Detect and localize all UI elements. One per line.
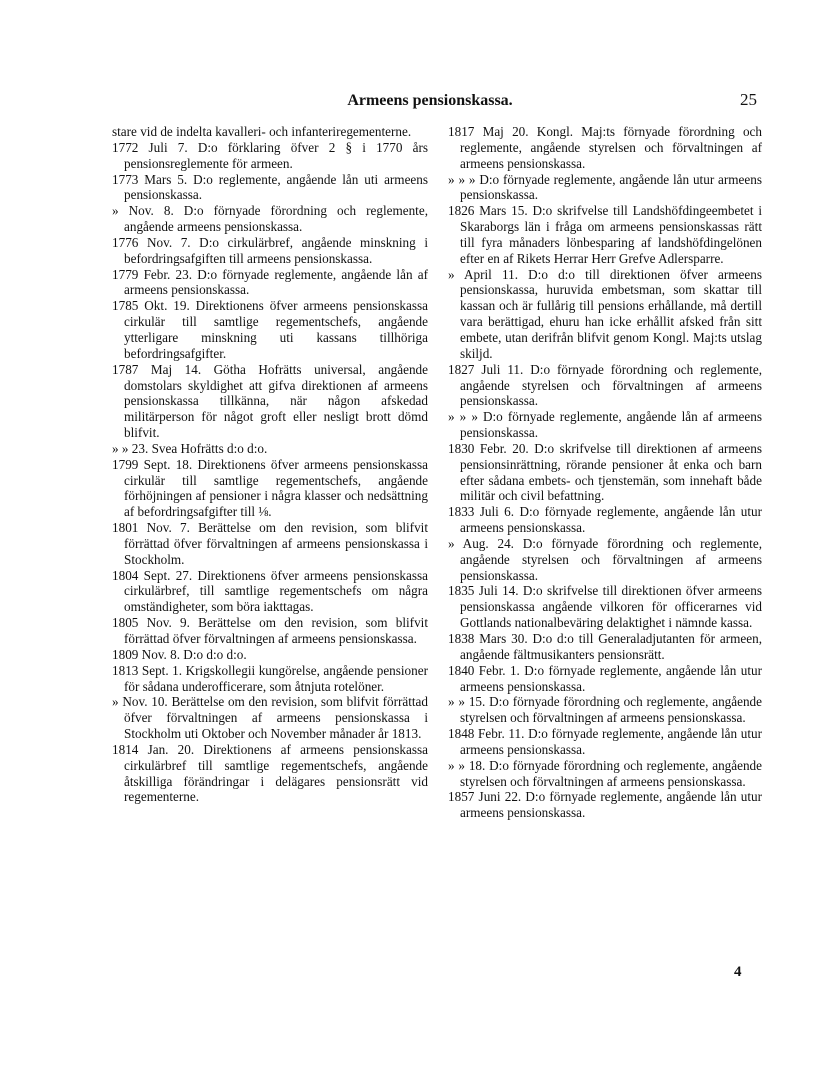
list-item: 1848 Febr. 11. D:o förnyade reglemente, angående lån utur armeens pensionskassa.: [448, 726, 762, 757]
list-item: 1826 Mars 15. D:o skrifvelse till Landshöfdingeembetet i Skaraborgs län i fråga om armeens pensionskassas rätt till fyra månaders lönbesparing af landshöfdingelönen efter en af Rikets Herrar Herr Grefve Adlersparre.: [448, 203, 762, 266]
list-item: » » 23. Svea Hofrätts d:o d:o.: [112, 440, 268, 456]
list-item: » Nov. 10. Berättelse om den revision, som blifvit förrättad öfver förvaltningen af armeens pensionskassa i Stockholm uti Oktober och November månader år 1813.: [112, 694, 428, 742]
page-number: 25: [740, 90, 757, 109]
list-item: » » » D:o förnyade reglemente, angående lån af armeens pensionskassa.: [448, 409, 762, 441]
list-item: » » 15. D:o förnyade förordning och reglemente, angående styrelsen och förvaltningen af armeens pensionskassa.: [448, 694, 762, 726]
list-item: 1813 Sept. 1. Krigskollegii kungörelse, angående pensioner för sådana underofficerare, som åtnjuta rotelöner.: [112, 662, 428, 694]
list-item: 1809 Nov. 8. D:o d:o d:o.: [112, 646, 247, 662]
list-item: 1776 Nov. 7. D:o cirkulärbref, angående minskning i befordringsafgiften till armeens pensionskassa.: [112, 234, 428, 266]
list-item: 1787 Maj 14. Götha Hofrätts universal, angående domstolars skyldighet att gifva direktionen af armeens pensionskassa tillkänna, när någon afskedad militärperson för något groft eller nesligt brott dömd blifvit.: [112, 361, 428, 441]
printer-signature-mark: 4: [734, 964, 742, 980]
list-item: » » » D:o förnyade reglemente, angående lån utur armeens pensionskassa.: [448, 171, 762, 203]
list-item: 1772 Juli 7. D:o förklaring öfver 2 § i 1770 års pensionsreglemente för armeen.: [112, 139, 428, 171]
list-item: 1835 Juli 14. D:o skrifvelse till direktionen öfver armeens pensionskassa angående vilkoren för officerarnes vid Gottlands nationalbeväring delaktighet i nämnde kassa.: [448, 583, 762, 631]
list-item: 1833 Juli 6. D:o förnyade reglemente, angående lån utur armeens pensionskassa.: [448, 504, 762, 536]
list-item: » » 18. D:o förnyade förordning och reglemente, angående styrelsen och förvaltningen af armeens pensionskassa.: [448, 757, 762, 789]
running-header-title: Armeens pensionskassa.: [347, 92, 513, 109]
list-item: 1840 Febr. 1. D:o förnyade reglemente, angående lån utur armeens pensionskassa.: [448, 662, 762, 694]
list-item: 1838 Mars 30. D:o d:o till Generaladjutanten för armeen, angående fältmusikanters pensionsrätt.: [448, 631, 762, 662]
list-item: 1779 Febr. 23. D:o förnyade reglemente, angående lån af armeens pensionskassa.: [112, 266, 428, 298]
list-item: 1817 Maj 20. Kongl. Maj:ts förnyade förordning och reglemente, angående styrelsen och förvaltningen af armeens pensionskassa.: [448, 124, 762, 171]
list-item: 1805 Nov. 9. Berättelse om den revision, som blifvit förrättad öfver förvaltningen af armeens pensionskassa.: [112, 615, 428, 646]
right-column: [448, 124, 762, 821]
list-item: 1857 Juni 22. D:o förnyade reglemente, angående lån utur armeens pensionskassa.: [448, 789, 762, 821]
list-item: 1827 Juli 11. D:o förnyade förordning och reglemente, angående styrelsen och förvaltningen af armeens pensionskassa.: [448, 361, 762, 409]
list-item: » Aug. 24. D:o förnyade förordning och reglemente, angående styrelsen och förvaltningen af armeens pensionskassa.: [448, 535, 762, 583]
list-item: 1814 Jan. 20. Direktionens af armeens pensionskassa cirkulärbref till samtlige regementschefs, angående åtskilliga förändringar i delägares pensionsrätt vid regementerne.: [112, 741, 428, 805]
list-item: 1773 Mars 5. D:o reglemente, angående lån uti armeens pensionskassa.: [112, 171, 428, 203]
list-item: 1804 Sept. 27. Direktionens öfver armeens pensionskassa cirkulärbref, till samtlige regementschefs om några omständigheter, som böra iakttagas.: [112, 567, 428, 615]
list-item: 1799 Sept. 18. Direktionens öfver armeens pensionskassa cirkulär till samtlige regementschefs, angående förhöjningen af pensioner i några klasser och nedsättning af befordringsafgifter till ⅛.: [112, 456, 428, 520]
list-item: 1785 Okt. 19. Direktionens öfver armeens pensionskassa cirkulär till samtlige regementschefs, angående ytterligare minskning uti kassans tillhöriga befordringsafgifter.: [112, 298, 428, 361]
list-item: 1801 Nov. 7. Berättelse om den revision, som blifvit förrättad öfver förvaltningen af armeens pensionskassa i Stockholm.: [112, 520, 428, 567]
list-item: » April 11. D:o d:o till direktionen öfver armeens pensionskassa, huruvida embetsman, som skattar till kassan och är fullårig till pensions erhållande, må dertill vara berättigad, ehuru han icke erhållit afsked från sitt embete, utan derifrån blifvit genom Kongl. Maj:ts utslag skiljd.: [448, 266, 762, 361]
list-item: stare vid de indelta kavalleri- och infanteriregementerne.: [112, 124, 412, 139]
list-item: » Nov. 8. D:o förnyade förordning och reglemente, angående armeens pensionskassa.: [112, 203, 428, 235]
left-column: [112, 124, 428, 805]
list-item: 1830 Febr. 20. D:o skrifvelse till direktionen af armeens pensionsinrättning, rörande pensioner åt enka och barn efter sådana embets- och tjenstemän, som innehaft både militär och civil befattning.: [448, 440, 762, 504]
